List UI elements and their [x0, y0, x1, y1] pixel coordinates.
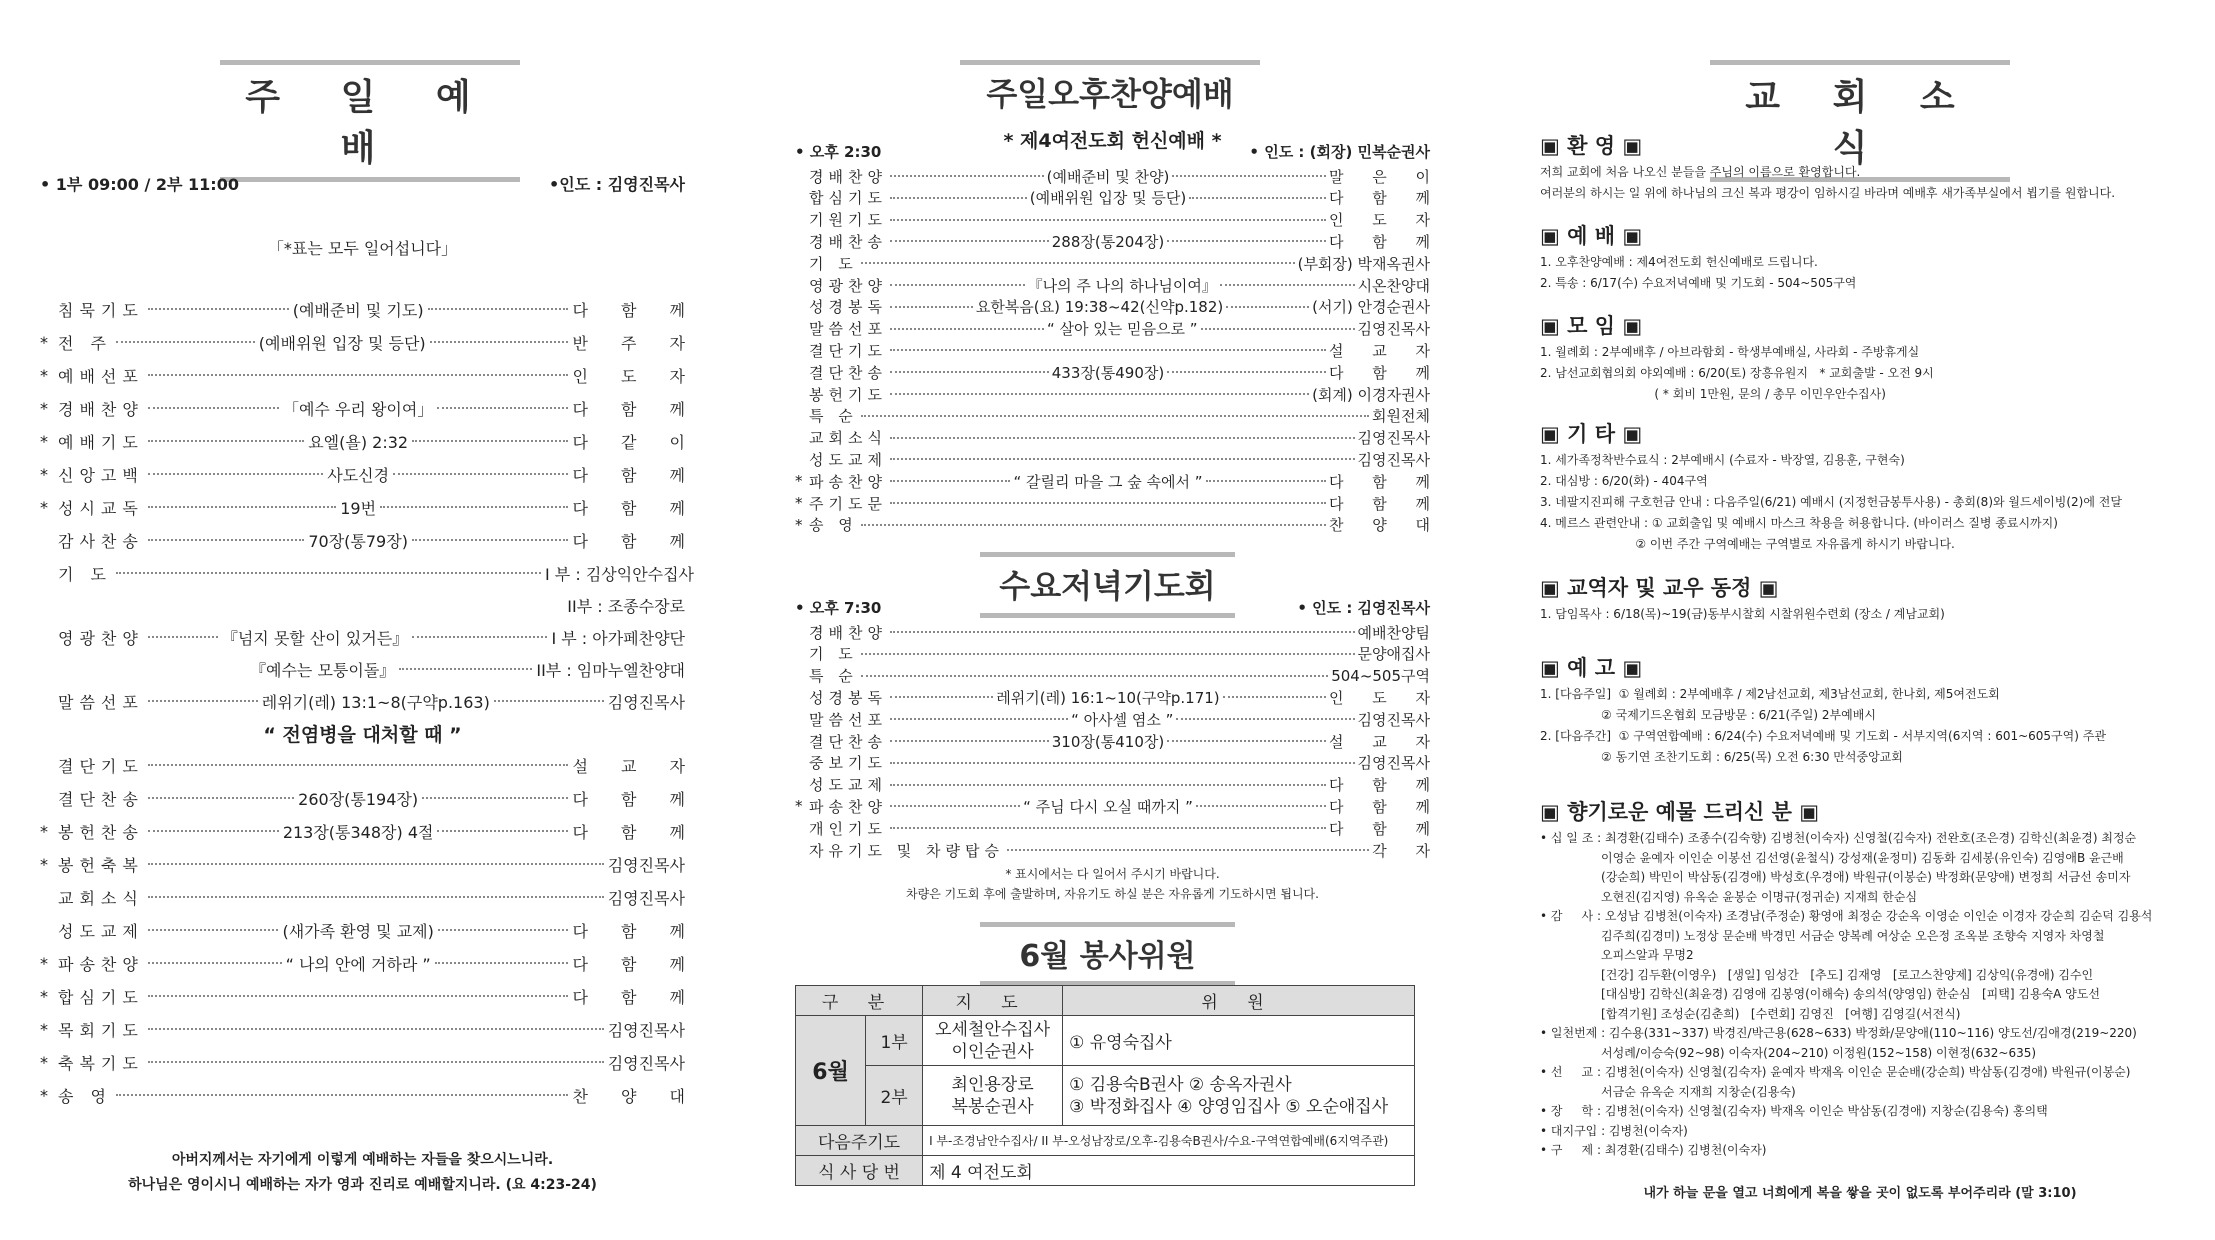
order-label: 성도교제	[809, 776, 887, 795]
section-line: 오현진(김지영) 유옥순 윤봉순 이명규(정귀순) 지재희 한순심	[1540, 889, 1918, 904]
closing-verse: 내가 하늘 문을 열고 너희에게 복을 쌓을 곳이 없도록 부어주리라 (말 3:10)	[1643, 1185, 2077, 1201]
section-line: • 십 일 조 : 최경환(김태수) 조종수(김숙향) 김병천(이숙자) 신영철(김숙자) 전완호(조은경) 김학신(최윤경) 최정순	[1540, 831, 2137, 845]
order-row	[795, 709, 1430, 729]
worship-time: • 1부 09:00 / 2부 11:00	[40, 174, 239, 194]
order-person: 문양애집사	[1357, 645, 1430, 664]
order-label: 송 영	[58, 1086, 112, 1106]
section-line: 2. 대심방 : 6/20(화) - 404구역	[1540, 474, 1708, 488]
stand-marker: *	[40, 497, 48, 517]
order-row	[795, 428, 1430, 448]
order-row	[795, 666, 1430, 686]
order-row	[40, 1018, 685, 1040]
section-heading: ▣ 모 임 ▣	[1540, 314, 1643, 338]
section-line: • 장 학 : 김병천(이숙자) 신영철(김숙자) 박재옥 이인순 박삼동(김경애) 지창순(김용숙) 홍의택	[1540, 1104, 2048, 1118]
stand-marker: *	[40, 821, 48, 841]
afternoon-worship-column	[795, 0, 1443, 1240]
order-row	[795, 753, 1430, 773]
order-detail: 「예수 우리 왕이여」	[282, 399, 434, 419]
section-line: • 대지구입 : 김병천(이숙자)	[1540, 1123, 1688, 1138]
stand-marker: *	[40, 953, 48, 973]
order-detail: “ 아사셀 염소 ”	[1071, 710, 1174, 729]
section-line: • 감 사 : 오성남 김병천(이숙자) 조경남(주정순) 황영애 최정순 강순옥 이영순 이인순 이경자 강순희 김순덕 김용석	[1540, 909, 2153, 923]
stand-marker: *	[40, 464, 48, 484]
order-row	[795, 644, 1430, 664]
church-news-title: 교 회 소 식	[1710, 60, 2010, 182]
order-row	[795, 340, 1442, 360]
order-label: 봉헌기도	[809, 385, 887, 404]
volunteers-table	[795, 985, 1415, 1186]
order-detail: (예배준비 및 찬양)	[1046, 167, 1170, 186]
order-detail: “ 살아 있는 믿음으로 ”	[1046, 320, 1198, 339]
order-person: 김영진목사	[1357, 754, 1430, 773]
order-label: 합심기도	[809, 189, 887, 208]
order-person: (부회장) 박재옥권사	[1297, 254, 1430, 273]
stand-marker: *	[40, 398, 48, 418]
table-row: 2부 최인용장로 복봉순권사 ① 김용숙B권사 ② 송옥자권사 ③ 박정화집사 ④ 양영임집사 ⑤ 오순애집사	[796, 1066, 1415, 1126]
order-person: 다 함 께	[572, 465, 700, 485]
order-row	[40, 529, 700, 551]
order-label: 결단찬송	[809, 732, 887, 751]
order-row	[795, 319, 1430, 339]
order-label: 기원기도	[809, 211, 887, 230]
order-row	[40, 787, 699, 809]
order-person: 김영진목사	[607, 888, 685, 908]
order-person: 다 함 께	[1329, 363, 1443, 382]
order-row	[795, 731, 1443, 751]
section-line: • 구 제 : 최경환(김태수) 김병천(이숙자)	[1540, 1143, 1767, 1157]
order-row	[40, 298, 700, 320]
order-person: 504~505구역	[1331, 667, 1430, 686]
order-label: 주기도문	[809, 494, 887, 513]
bible-verse-1: 아버지께서는 자기에게 이렇게 예배하는 자들을 찾으시느니라.	[171, 1152, 554, 1168]
sunday-worship-title: 주 일 예 배	[220, 60, 520, 182]
order-row	[795, 231, 1443, 251]
order-person: 김영진목사	[1357, 429, 1430, 448]
order-label: 결단기도	[809, 341, 887, 360]
section-line: 서금순 유옥순 지재희 지창순(김용숙)	[1540, 1084, 1796, 1099]
wednesday-leader: • 인도 : 김영진목사	[1297, 598, 1430, 617]
stand-marker: *	[40, 1085, 48, 1105]
order-row	[795, 796, 1442, 816]
order-person: (회계) 이경자권사	[1312, 385, 1430, 404]
stand-marker: *	[40, 986, 48, 1006]
section-line: 3. 네팔지진피해 구호헌금 안내 : 다음주일(6/21) 예배시 (지정헌금봉투사용) - 총회(8)와 월드세이빙(2)에 전달	[1540, 495, 2122, 509]
section-heading: ▣ 환 영 ▣	[1540, 134, 1643, 158]
standing-note-2: * 표시에서는 다 일어서 주시기 바랍니다.	[1005, 866, 1220, 881]
order-label: 기 도	[809, 645, 858, 664]
order-row	[795, 515, 1442, 535]
order-person: 다 함 께	[1328, 819, 1442, 838]
order-person: 각 자	[1372, 841, 1442, 860]
section-line: • 선 교 : 김병천(이숙자) 신영철(김숙자) 윤예자 박재옥 이인순 문순배(강순희) 박삼동(김경애) 박원규(이봉순)	[1540, 1065, 2131, 1079]
section-line: 1. [다음주일] ① 월례회 : 2부예배후 / 제2남선교회, 제3남선교회, 한나회, 제5여전도회	[1540, 687, 2000, 701]
order-detail: 433장(통490장)	[1051, 363, 1165, 382]
table-row: 다음주기도 I 부-조경남안수집사/ II 부-오성남장로/오후-김용숙B권사/수요-구역연합예배(6지역주관)	[796, 1126, 1415, 1156]
section-line: 저희 교회에 처음 나오신 분들을 주님의 이름으로 환영합니다.	[1540, 165, 1861, 179]
order-person: 다 함 께	[572, 987, 699, 1007]
order-label: 영광찬양	[809, 276, 887, 295]
wednesday-time-row	[795, 596, 1430, 618]
order-row	[795, 275, 1430, 295]
order-row	[40, 886, 685, 908]
order-detail: (예배위원 입장 및 등단)	[258, 333, 426, 353]
order-row	[795, 297, 1430, 317]
order-row	[795, 449, 1430, 469]
order-person: 다 함 께	[572, 399, 699, 419]
order-person: 다 같 이	[572, 432, 699, 452]
section-line: 1. 담임목사 : 6/18(목)~19(금)동부시찰회 시찰위원수련회 (장소 / 계남교회)	[1540, 607, 1945, 621]
order-detail: 『나의 주 나의 하나님이여』	[1027, 276, 1217, 295]
order-person: 다 함 께	[572, 531, 700, 551]
order-row	[40, 919, 700, 941]
stand-marker: *	[795, 515, 803, 534]
order-row	[40, 1084, 699, 1106]
stand-marker: *	[40, 365, 48, 385]
section-heading: ▣ 기 타 ▣	[1540, 422, 1643, 446]
section-line: 1. 월례회 : 2부예배후 / 아브라함회 - 학생부예배실, 사라회 - 주방휴게실	[1540, 345, 1920, 359]
order-row	[40, 430, 699, 452]
order-label: 결단찬송	[58, 789, 144, 809]
order-label: 감사찬송	[58, 531, 144, 551]
section-heading: ▣ 예 고 ▣	[1540, 656, 1643, 680]
stand-marker: *	[795, 797, 803, 816]
order-label: 예배기도	[58, 432, 144, 452]
order-praise-row-2: 『예수는 모퉁이돌』 II부 : 임마누엘찬양대	[250, 660, 685, 680]
stand-marker: *	[40, 431, 48, 451]
order-person: 다 함 께	[1328, 494, 1442, 513]
order-detail: (새가족 환영 및 교제)	[282, 921, 434, 941]
afternoon-subtitle: * 제4여전도회 헌신예배 *	[1003, 129, 1222, 152]
order-row	[795, 775, 1442, 795]
order-person: 김영진목사	[1357, 710, 1430, 729]
order-prayer-row-2: II부 : 조종수장로	[567, 596, 685, 616]
section-line: 2. [다음주간] ① 구역연합예배 : 6/24(수) 수요저녁예배 및 기도회 - 서부지역(6지역 : 601~605구역) 주관	[1540, 729, 2106, 743]
order-person: 시온찬양대	[1357, 276, 1431, 295]
order-label: 특 순	[809, 407, 858, 426]
order-row	[795, 362, 1443, 382]
section-line: 이영순 윤예자 이인순 이봉선 김선영(윤철식) 강성재(윤정미) 김동화 김세봉(유인숙) 김영애B 윤근배	[1540, 850, 2124, 865]
stand-marker: *	[795, 494, 803, 512]
order-person: 다 함 께	[572, 954, 699, 974]
order-person: 말 은 이	[1328, 167, 1442, 186]
afternoon-time-row	[795, 140, 1430, 162]
section-heading: ▣ 예 배 ▣	[1540, 224, 1643, 248]
order-detail: 요한복음(요) 19:38~42(신약p.182)	[975, 298, 1224, 317]
section-line: 서성례/이승숙(92~98) 이숙자(204~210) 이정원(152~158) 이현정(632~635)	[1540, 1045, 2037, 1060]
order-label: 성경봉독	[809, 688, 887, 707]
order-person: 다 함 께	[572, 921, 700, 941]
section-line: ( * 회비 1만원, 문의 / 총무 이민우안수집사)	[1540, 387, 1886, 401]
order-row	[795, 384, 1430, 404]
order-person: 설 교 자	[1328, 341, 1442, 360]
order-person: 찬 양 대	[1328, 516, 1442, 535]
order-row	[40, 364, 699, 386]
order-label: 성도교제	[809, 450, 887, 469]
order-label: 봉헌축복	[58, 855, 144, 875]
order-person: 다 함 께	[1329, 232, 1443, 251]
order-row	[795, 253, 1430, 273]
order-person: 예배찬양팀	[1357, 623, 1430, 642]
order-label: 기 도	[809, 254, 858, 273]
section-line: 1. 세가족정착반수료식 : 2부예배시 (수료자 - 박장열, 김용훈, 구현숙)	[1540, 453, 1905, 467]
order-detail: (예배준비 및 기도)	[292, 300, 424, 320]
order-row	[795, 622, 1430, 642]
order-row	[40, 754, 699, 776]
order-label: 중보기도	[809, 754, 887, 773]
order-person: 찬 양 대	[572, 1086, 699, 1106]
order-detail: “ 갈릴리 마을 그 숲 속에서 ”	[1013, 472, 1203, 491]
order-person: 다 함 께	[572, 498, 700, 518]
order-person: 회원전체	[1372, 407, 1430, 426]
order-label: 말씀선포	[809, 710, 887, 729]
order-row	[40, 1051, 685, 1073]
order-person: 다 함 께	[1328, 776, 1442, 795]
table-header: 구 분 지 도 위 원	[796, 986, 1415, 1016]
order-person: 김영진목사	[1357, 320, 1430, 339]
order-person: 김영진목사	[607, 1053, 685, 1073]
order-row	[795, 166, 1442, 186]
order-detail: 요엘(욜) 2:32	[308, 432, 409, 452]
order-label: 경배찬양	[809, 623, 887, 642]
afternoon-leader: • 인도 : (회장) 민복순권사	[1249, 142, 1430, 161]
order-row	[40, 397, 699, 419]
order-person: 다 함 께	[1328, 797, 1442, 816]
order-detail: 19번	[340, 498, 377, 518]
wednesday-prayer-title: 수요저녁기도회	[980, 552, 1235, 618]
order-label: 침묵기도	[58, 300, 144, 320]
order-detail: 288장(통204장)	[1051, 232, 1165, 251]
order-label: 성도교제	[58, 921, 144, 941]
order-detail: 310장(통410장)	[1051, 732, 1165, 751]
order-person: 반 주 자	[572, 333, 699, 353]
order-row	[795, 818, 1442, 838]
order-row	[40, 496, 700, 518]
order-person: 다 함 께	[572, 822, 699, 842]
order-label: 성시교독	[58, 498, 144, 518]
order-row	[40, 853, 685, 875]
order-row	[795, 210, 1442, 230]
section-line: ② 동기연 조찬기도회 : 6/25(목) 오전 6:30 만석중앙교회	[1540, 750, 1903, 764]
order-person: 인 도 자	[572, 366, 699, 386]
standing-note: 「*표는 모두 일어섭니다」	[267, 238, 458, 258]
section-line: [대심방] 김학신(최윤경) 김영애 김봉영(이해숙) 송의석(양영임) 한순심 [피택] 김용숙A 양도선	[1540, 987, 2100, 1001]
section-line: 2. 남선교회협의회 야외예배 : 6/20(토) 장흥유원지 * 교회출발 - 오전 9시	[1540, 366, 1934, 380]
order-label: 파송찬양	[58, 954, 144, 974]
section-line: ② 국제기드온협회 모금방문 : 6/21(주일) 2부예배시	[1540, 708, 1876, 722]
order-label: 교회소식	[58, 888, 144, 908]
order-detail: (예배위원 입장 및 등단)	[1029, 189, 1187, 208]
order-row	[795, 687, 1442, 707]
order-label: 교회소식	[809, 429, 887, 448]
stand-marker: *	[40, 1052, 48, 1072]
order-person: 다 함 께	[1329, 472, 1443, 491]
section-heading: ▣ 교역자 및 교우 동정 ▣	[1540, 576, 1779, 600]
order-label: 합심기도	[58, 987, 144, 1007]
order-label: 송 영	[809, 516, 858, 535]
order-person: 김영진목사	[607, 855, 685, 875]
order-person: 인 도 자	[1328, 688, 1442, 707]
order-person: 설 교 자	[1329, 732, 1443, 751]
order-sermon-row: 말씀선포 레위기(레) 13:1~8(구약p.163) 김영진목사	[58, 692, 686, 712]
afternoon-time: • 오후 2:30	[795, 142, 882, 161]
order-label: 축복기도	[58, 1053, 144, 1073]
table-row: 6월 1부 오세철안수집사 이인순권사 ① 유영숙집사	[796, 1016, 1415, 1066]
order-detail: 260장(통194장)	[298, 789, 419, 809]
table-row: 식 사 당 번 제 4 여전도회	[796, 1156, 1415, 1186]
order-row	[795, 840, 1442, 860]
order-prayer-row: 기 도 I 부 : 김상익안수집사	[58, 564, 695, 584]
order-label: 말씀선포	[809, 320, 887, 339]
section-line: (강순희) 박민이 박삼동(김경애) 박성호(우경애) 박원규(이봉순) 박정화(문양애) 변정희 서금선 송미자	[1540, 870, 2131, 884]
section-line: ② 이번 주간 구역예배는 구역별로 자유롭게 하시기 바랍니다.	[1540, 537, 1955, 551]
order-label: 결단찬송	[809, 363, 887, 382]
june-volunteers-title: 6월 봉사위원	[980, 922, 1235, 986]
order-row	[40, 463, 700, 485]
section-line: 2. 특송 : 6/17(수) 수요저녁예배 및 기도회 - 504~505구역	[1540, 276, 1857, 290]
order-person: 설 교 자	[572, 756, 699, 776]
order-person: 김영진목사	[1357, 450, 1430, 469]
order-label: 전 주	[58, 333, 112, 353]
bible-verse-2: 하나님은 영이시니 예배하는 자가 영과 진리로 예배할지니라. (요 4:23-24)	[128, 1177, 597, 1193]
section-heading: ▣ 향기로운 예물 드리신 분 ▣	[1540, 800, 1820, 824]
order-person: (서기) 안경순권사	[1312, 298, 1431, 317]
order-row	[795, 493, 1442, 513]
order-detail: “ 나의 안에 거하라 ”	[285, 954, 431, 974]
order-row	[795, 471, 1443, 491]
order-label: 자유기도 및 차량탑승	[809, 841, 1004, 860]
order-label: 파송찬양	[809, 797, 887, 816]
order-row	[40, 820, 699, 842]
order-detail: 사도신경	[327, 465, 390, 485]
order-detail: 213장(통348장) 4절	[282, 822, 434, 842]
stand-marker: *	[795, 472, 803, 491]
order-person: 다 함 께	[572, 300, 700, 320]
order-person: 다 함 께	[1328, 189, 1442, 208]
order-label: 경배찬양	[809, 167, 887, 186]
order-label: 파송찬양	[809, 472, 887, 491]
section-line: 여러분의 하시는 일 위에 하나님의 크신 복과 평강이 임하시길 바라며 예배후 새가족부실에서 뵙기를 원합니다.	[1540, 186, 2116, 200]
order-praise-row: 영광찬양 『넘지 못할 산이 있거든』 I 부 : 아가페찬양단	[58, 628, 685, 648]
order-label: 결단기도	[58, 756, 144, 776]
order-detail: 70장(통79장)	[308, 531, 408, 551]
sermon-title: “ 전염병을 대처할 때 ”	[263, 723, 462, 746]
section-line: [합격기원] 조성순(김춘희) [수련회] 김영진 [여행] 김영길(서전식)	[1540, 1006, 1961, 1021]
order-label: 예배선포	[58, 366, 144, 386]
section-line: • 일천번제 : 김수용(331~337) 박경진/박근용(628~633) 박정화/문양애(110~116) 양도선/김애경(219~220)	[1540, 1026, 2137, 1040]
stand-marker: *	[40, 1019, 48, 1039]
order-person: 김영진목사	[607, 1020, 685, 1040]
order-label: 목회기도	[58, 1020, 144, 1040]
church-news-column	[1540, 0, 2180, 1240]
section-line: 김주희(김경미) 노정상 문순배 박경민 서금순 양복례 여상순 오은정 조옥분 조향숙 지영자 차영철	[1540, 928, 2105, 943]
wednesday-time: • 오후 7:30	[795, 598, 882, 617]
section-line: 오피스알과 무명2	[1540, 948, 1694, 962]
stand-marker: *	[40, 332, 48, 352]
worship-leader: •인도 : 김영진목사	[549, 174, 685, 194]
section-line: 1. 오후찬양예배 : 제4여전도회 헌신예배로 드립니다.	[1540, 255, 1818, 269]
order-row	[795, 188, 1442, 208]
order-person: 다 함 께	[572, 789, 699, 809]
worship-time-row	[40, 172, 685, 194]
order-person: 인 도 자	[1328, 211, 1442, 230]
stand-marker: *	[40, 854, 48, 874]
order-row	[795, 406, 1430, 426]
order-label: 성경봉독	[809, 298, 887, 317]
order-label: 경배찬양	[58, 399, 144, 419]
order-detail: 레위기(레) 16:1~10(구약p.171)	[996, 688, 1220, 707]
order-row	[40, 952, 699, 974]
order-label: 경배찬송	[809, 232, 887, 251]
order-label: 신앙고백	[58, 465, 144, 485]
section-line: [건강] 김두환(이영우) [생일] 임성간 [추도] 김재영 [로고스찬양제] 김상익(유경애) 김수인	[1540, 967, 2094, 982]
order-detail: “ 주님 다시 오실 때까지 ”	[1023, 797, 1193, 816]
sunday-worship-column	[40, 0, 700, 1240]
order-row	[40, 985, 699, 1007]
order-row	[40, 331, 699, 353]
order-label: 특 순	[809, 667, 858, 686]
section-line: 4. 메르스 관련안내 : ① 교회출입 및 예배시 마스크 착용을 허용합니다. (바이러스 질병 종료시까지)	[1540, 516, 2058, 530]
afternoon-worship-title: 주일오후찬양예배	[960, 60, 1260, 121]
vehicle-note: 차량은 기도회 후에 출발하며, 자유기도 하실 분은 자유롭게 기도하시면 됩니다.	[906, 886, 1319, 901]
order-label: 봉헌찬송	[58, 822, 144, 842]
order-label: 개인기도	[809, 819, 887, 838]
